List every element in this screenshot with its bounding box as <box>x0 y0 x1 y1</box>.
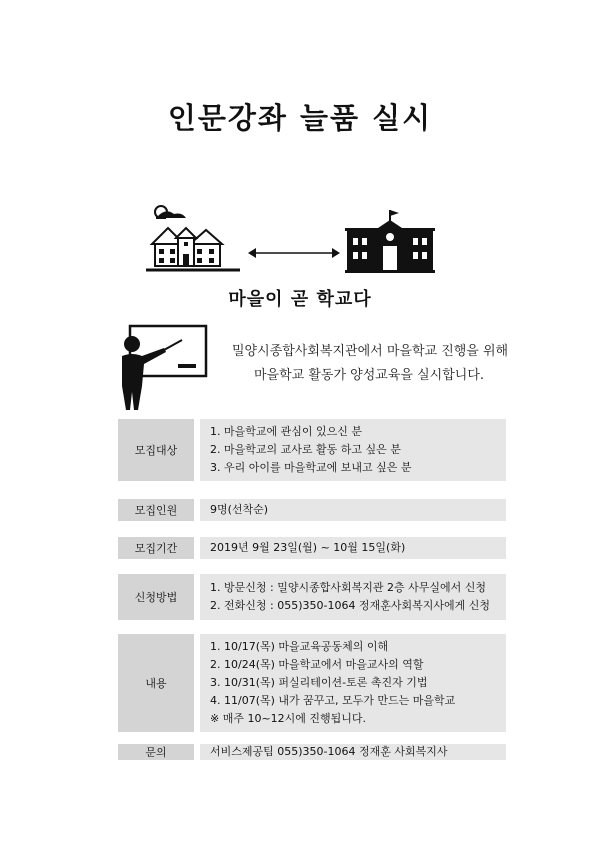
row-value: 2019년 9월 23일(월) ~ 10월 15일(화) <box>200 537 506 559</box>
row-count <box>118 499 506 521</box>
subtitle: 마을이 곧 학교다 <box>228 289 372 310</box>
target-line: 3. 우리 아이를 마을학교에 보내고 싶은 분 <box>210 461 412 474</box>
village-houses-icon <box>146 204 240 274</box>
page-title: 인문강좌 늘품 실시 <box>167 101 433 135</box>
row-label: 내용 <box>118 634 194 732</box>
row-period <box>118 537 506 559</box>
row-inquiry <box>118 744 506 760</box>
row-value: 서비스제공팀 055)350-1064 정재훈 사회복지사 <box>200 744 506 760</box>
row-label: 모집인원 <box>118 499 194 521</box>
row-label: 신청방법 <box>118 574 194 620</box>
row-label: 모집대상 <box>118 419 194 481</box>
row-value <box>200 419 506 481</box>
content-line: ※ 매주 10~12시에 진행됩니다. <box>210 712 367 725</box>
content-line: 4. 11/07(목) 내가 꿈꾸고, 모두가 만드는 마을학교 <box>210 694 456 707</box>
intro-line-2: 마을학교 활동가 양성교육을 실시합니다. <box>254 368 485 383</box>
apply-line: 2. 전화신청 : 055)350-1064 정재훈사회복지사에게 신청 <box>210 599 490 612</box>
row-target <box>118 419 506 481</box>
content-line: 2. 10/24(목) 마을학교에서 마을교사의 역할 <box>210 658 424 671</box>
row-label: 문의 <box>118 744 194 760</box>
row-content <box>118 634 506 732</box>
row-apply <box>118 574 506 620</box>
intro-text <box>222 340 522 388</box>
double-arrow-icon <box>248 246 340 260</box>
content-line: 3. 10/31(목) 퍼실리테이션-토론 촉진자 기법 <box>210 676 428 689</box>
target-line: 2. 마을학교의 교사로 활동 하고 싶은 분 <box>210 443 401 456</box>
teacher-board-icon <box>118 322 210 412</box>
row-value: 9명(선착순) <box>200 499 506 521</box>
row-value <box>200 634 506 732</box>
row-value <box>200 574 506 620</box>
target-line: 1. 마을학교에 관심이 있으신 분 <box>210 425 362 438</box>
apply-line: 1. 방문신청 : 밀양시종합사회복지관 2층 사무실에서 신청 <box>210 581 486 594</box>
school-building-icon <box>345 208 435 274</box>
intro-line-1: 밀양시종합사회복지관에서 마을학교 진행을 위해 <box>232 344 509 359</box>
row-label: 모집기간 <box>118 537 194 559</box>
content-line: 1. 10/17(목) 마을교육공동체의 이해 <box>210 640 389 653</box>
